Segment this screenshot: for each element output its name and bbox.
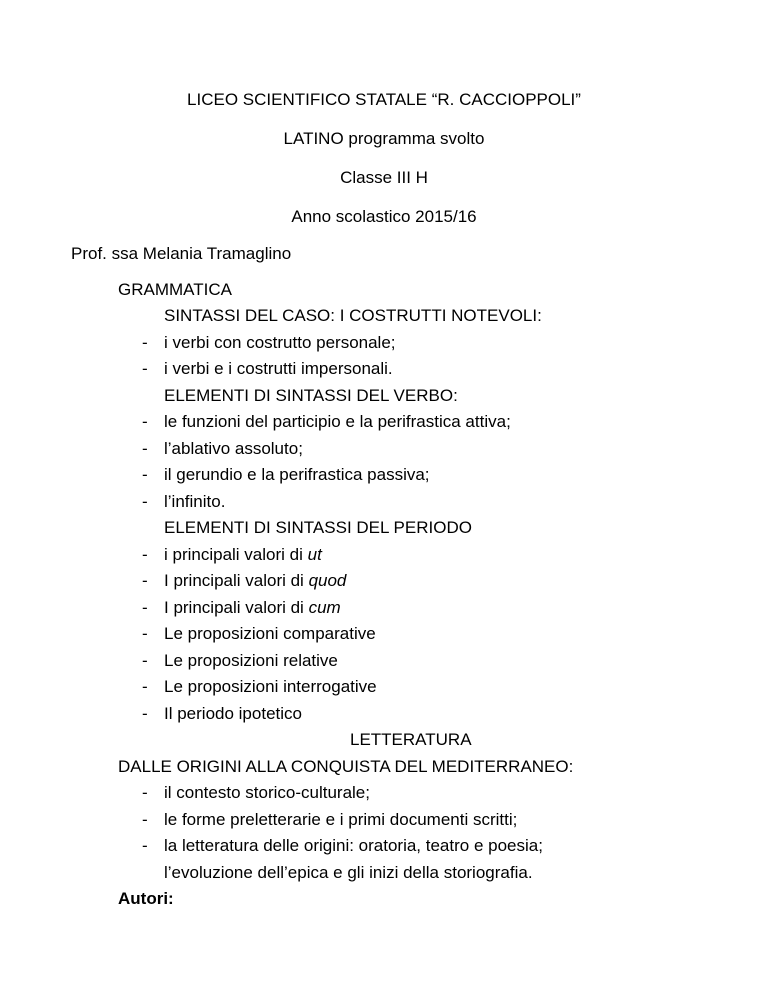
list-item: Le proposizioni relative	[164, 651, 338, 670]
class-label: Classe III H	[340, 168, 428, 187]
list-item: Il periodo ipotetico	[164, 704, 302, 723]
letteratura-section-heading: DALLE ORIGINI ALLA CONQUISTA DEL MEDITERRANEO:	[118, 757, 574, 776]
list-item	[164, 570, 346, 592]
school-name: LICEO SCIENTIFICO STATALE “R. CACCIOPPOLI”	[187, 90, 581, 109]
list-item: Le proposizioni interrogative	[164, 677, 377, 696]
bullet-dash: -	[142, 439, 148, 458]
letteratura-title: LETTERATURA	[350, 730, 472, 749]
subject-title: LATINO programma svolto	[283, 129, 485, 148]
bullet-dash: -	[142, 359, 148, 378]
bullet-dash: -	[142, 465, 148, 484]
list-item-text: I principali valori di	[164, 598, 309, 617]
bullet-dash: -	[142, 412, 148, 431]
list-item: le forme preletterarie e i primi documenti scritti;	[164, 810, 518, 829]
bullet-dash: -	[142, 677, 148, 696]
list-item: i verbi con costrutto personale;	[164, 333, 396, 352]
list-item: la letteratura delle origini: oratoria, teatro e poesia;	[164, 836, 543, 855]
list-item-text: I principali valori di	[164, 571, 309, 590]
bullet-dash: -	[142, 624, 148, 643]
list-item-continuation: l’evoluzione dell’epica e gli inizi della storiografia.	[164, 863, 533, 882]
list-item: Le proposizioni comparative	[164, 624, 376, 643]
bullet-dash: -	[142, 651, 148, 670]
bullet-dash: -	[142, 598, 148, 617]
bullet-dash: -	[142, 783, 148, 802]
bullet-dash: -	[142, 704, 148, 723]
school-year: Anno scolastico 2015/16	[291, 207, 477, 226]
list-item: l’ablativo assoluto;	[164, 439, 303, 458]
bullet-dash: -	[142, 571, 148, 590]
autori-heading: Autori:	[118, 889, 174, 908]
sintassi-periodo-heading: ELEMENTI DI SINTASSI DEL PERIODO	[164, 518, 472, 537]
latin-term: ut	[307, 545, 322, 564]
list-item: i verbi e i costrutti impersonali.	[164, 359, 393, 378]
grammatica-title: GRAMMATICA	[118, 280, 232, 299]
bullet-dash: -	[142, 492, 148, 511]
bullet-dash: -	[142, 333, 148, 352]
bullet-dash: -	[142, 836, 148, 855]
list-item	[164, 544, 322, 566]
list-item-text: i principali valori di	[164, 545, 308, 564]
bullet-dash: -	[142, 810, 148, 829]
teacher-name: Prof. ssa Melania Tramaglino	[71, 244, 292, 263]
sintassi-verbo-heading: ELEMENTI DI SINTASSI DEL VERBO:	[164, 386, 458, 405]
list-item: le funzioni del participio e la perifrastica attiva;	[164, 412, 511, 431]
sintassi-caso-heading: SINTASSI DEL CASO: I COSTRUTTI NOTEVOLI:	[164, 306, 542, 325]
list-item: il contesto storico-culturale;	[164, 783, 370, 802]
list-item: l’infinito.	[164, 492, 226, 511]
latin-term: quod	[308, 571, 347, 590]
latin-term: cum	[308, 598, 341, 617]
list-item: il gerundio e la perifrastica passiva;	[164, 465, 430, 484]
list-item	[164, 597, 341, 619]
bullet-dash: -	[142, 545, 148, 564]
